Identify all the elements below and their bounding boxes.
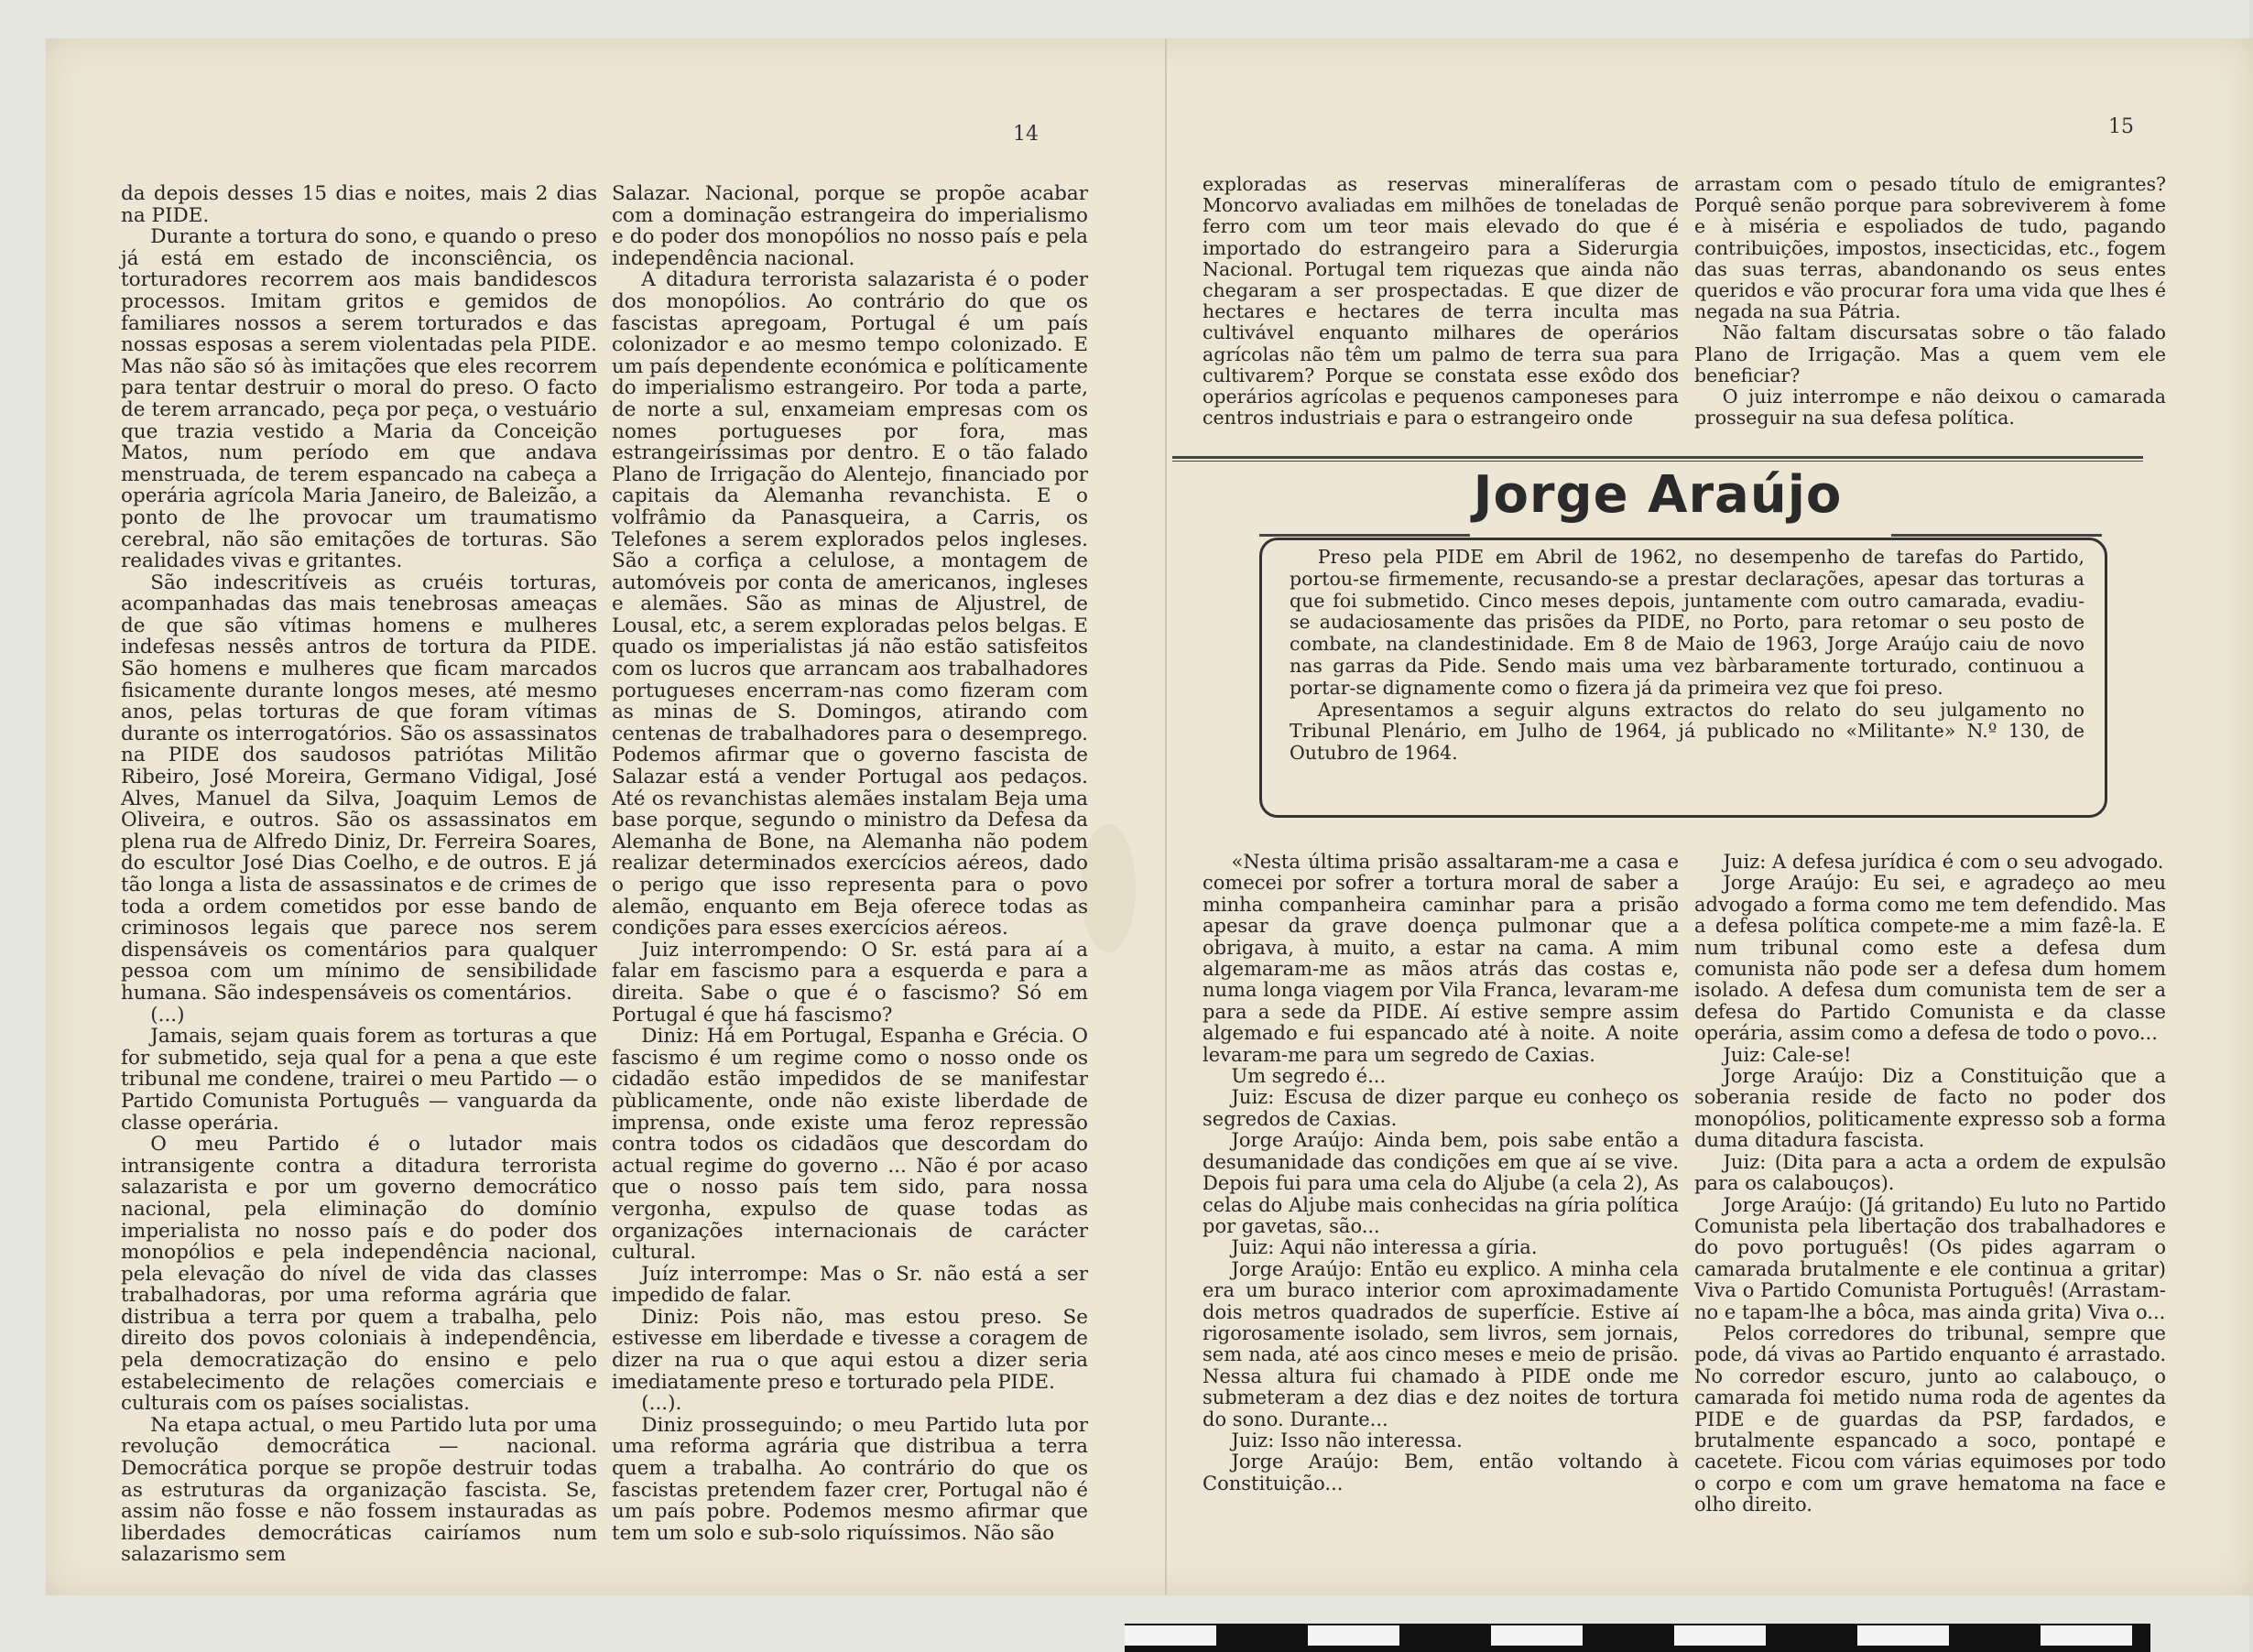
left-page-column-1 [121, 182, 597, 1567]
paragraph: Juiz: A defesa jurídica é com o seu advogado. [1723, 851, 2164, 873]
right-page-top-column-2 [1694, 174, 2166, 440]
paragraph: Diniz: Há em Portugal, Espanha e Grécia. O fascismo é um regime como o nosso onde os cidadão estão impedidos de se manifestar pùblicamente, onde não existe liberdade de imprensa, onde existe uma feroz repressão contra todos os cidadãos que descordam do actual regime do governo ... Não é por acaso que o nosso país tem sido, para nossa vergonha, expulso de quase todas as organizações internacionais de carácter cultural. [612, 1025, 1088, 1265]
paragraph: Jorge Araújo: Diz a Constituição que a soberania reside de facto no poder dos monopólios, politicamente expresso sob a forma duma ditadura fascista. [1694, 1065, 2166, 1152]
paragraph: Jorge Araújo: Ainda bem, pois sabe então a desumanidade das condições em que aí se vive. Depois fui para uma cela do Aljube (a cela 2), As celas do Aljube mais conhecidas na gíria política por gavetas, são... [1203, 1129, 1679, 1237]
paragraph: Pelos corredores do tribunal, sempre que pode, dá vivas ao Partido enquanto é arrastado. No corredor escuro, junto ao calabouço, o camarada foi metido numa roda de agentes da PIDE e de guardas da PSP, fardados, e brutalmente espancado a soco, pontapé e cacetete. Ficou com várias equimoses por todo o corpo e com um grave hematoma na face e olho direito. [1694, 1321, 2166, 1516]
right-page-bottom-column-1 [1203, 852, 1679, 1566]
right-page-bottom-column-2 [1694, 852, 2166, 1566]
left-page-column-2 [612, 182, 1088, 1545]
article-title: Jorge Araújo [1473, 465, 1843, 525]
paragraph: A ditadura terrorista salazarista é o poder dos monopólios. Ao contrário do que os fascistas apregoam, Portugal é um país colonizador e ao mesmo tempo colonizado. E um país dependente económica e políticamente do imperialismo estrangeiro. Por toda a parte, de norte a sul, enxameiam empresas com os nomes portugueses por fora, mas estrangeiríssimas por dentro. E o tão falado Plano de Irrigação do Alentejo, financiado por capitais da Alemanha revanchista. E o volfrâmio da Panasqueira, a Carris, os Telefones a serem explorados pelos ingleses. São a corfiça a celulose, a montagem de automóveis por conta de americanos, ingleses e alemães. São as minas de Aljustrel, de Lousal, etc, a serem exploradas pelos belgas. E quado os imperialistas já não estão satisfeitos com os lucros que arrancam aos trabalhadores portugueses encerram-nas como fizeram com as minas de S. Domingos, atirando com centenas de trabalhadores para o desemprego. Podemos afirmar que o governo fascista de Salazar está a vender Portugal aos pedaços. Até os revanchistas alemães instalam Beja uma base porque, segundo o ministro da Defesa da Alemanha de Bone, na Alemanha não podem realizar determinados exercícios aéreos, dado o perigo que isso representa para o povo alemão, enquanto em Beja oferece todas as condições para esses exercícios aéreos. [612, 268, 1088, 940]
paragraph: da depois desses 15 dias e noites, mais 2 dias na PIDE. [121, 182, 597, 227]
paragraph: Juiz: (Dita para a acta a ordem de expulsão para os calabouços). [1694, 1150, 2166, 1195]
paragraph: Durante a tortura do sono, e quando o preso já está em estado de inconsciência, os torturadores recorrem aos mais bandidescos processos. Imitam gritos e gemidos de familiares nossos a serem torturados e das nossas esposas a serem violentadas pela PIDE. Mas não são só às imitações que eles recorrem para tentar destruir o moral do preso. O facto de terem arrancado, peça por peça, o vestuário que trazia vestido a Maria da Conceição Matos, num período em que andava menstruada, de terem espancado na cabeça a operária agrícola Maria Janeiro, de Baleizão, a ponto de lhe provocar um traumatismo cerebral, não são emitações de torturas. São realidades vivas e gritantes. [121, 225, 597, 573]
paragraph: Juiz: Cale-se! [1723, 1043, 1852, 1066]
paragraph: Apresentamos a seguir alguns extractos do relato do seu julgamento no Tribunal Plenário, em Julho de 1964, já publicado no «Militante» N.º 130, de Outubro de 1964. [1290, 698, 2084, 765]
paragraph: (...) [150, 1003, 185, 1027]
intro-box-text [1290, 547, 2084, 765]
page-fold [1165, 38, 1167, 1595]
paragraph: Um segredo é... [1231, 1065, 1387, 1088]
ruler-segment [1857, 1625, 1949, 1646]
paragraph: (...). [641, 1392, 682, 1416]
paper-stain [1081, 824, 1136, 952]
paragraph: Diniz: Pois não, mas estou preso. Se estivesse em liberdade e tivesse a coragem de dizer na rua o que aqui estou a dizer seria imediatamente preso e torturado pela PIDE. [612, 1305, 1088, 1394]
paragraph: Juiz interrompendo: O Sr. está para aí a falar em fascismo para a esquerda e para a direita. Sabe o que é o fascismo? Só em Portugal é que há fascismo? [612, 938, 1088, 1027]
paragraph: «Nesta última prisão assaltaram-me a casa e comecei por sofrer a tortura moral de saber a minha companheira caminhar para a prisão apesar da grave doença pulmonar que a obrigava, à muito, a estar na cama. A mim algemaram-me as mãos atrás das costas e, numa longa viagem por Vila Franca, levaram-me para a sede da PIDE. Aí estive sempre assim algemado e fui espancado até à noite. A noite levaram-me para um segredo de Caxias. [1203, 851, 1679, 1066]
paragraph: Juíz interrompe: Mas o Sr. não está a ser impedido de falar. [612, 1262, 1088, 1308]
paragraph: São indescritíveis as cruéis torturas, acompanhadas das mais tenebrosas ameaças de que são vítimas homens e mulheres indefesas nessês antros de tortura da PIDE. São homens e mulheres que ficam marcados fisicamente durante longos meses, até mesmo anos, pelas torturas de que foram vítimas durante os interrogatórios. São os assassinatos na PIDE dos saudosos patriótas Militão Ribeiro, José Moreira, Germano Vidigal, José Alves, Manuel da Silva, Joaquim Lemos de Oliveira, e outros. São os assassinatos em plena rua de Alfredo Diniz, Dr. Ferreira Soares, do escultor José Dias Coelho, e de outros. E já tão longa a lista de assassinatos e de crimes de toda a ordem cometidos por esse bando de criminosos legais que parece nos serem dispensáveis os comentários para qualquer pessoa com um mínimo de sensibilidade humana. São indespensáveis os comentários. [121, 571, 597, 1005]
paragraph: Não faltam discursatas sobre o tão falado Plano de Irrigação. Mas a quem vem ele beneficiar? [1694, 321, 2166, 386]
section-divider [1172, 456, 2143, 462]
paragraph: Diniz prosseguindo; o meu Partido luta por uma reforma agrária que distribua a terra quem a trabalha. Ao contrário do que os fascistas pretendem fazer crer, Portugal não é um país pobre. Podemos mesmo afirmar que tem um solo e sub-solo riquíssimos. Não são [612, 1413, 1088, 1545]
ruler-segment [2041, 1625, 2132, 1646]
paragraph: exploradas as reservas mineralíferas de Moncorvo avaliadas em milhões de toneladas de ferro com um teor mais elevado do que é importado do estrangeiro para a Siderurgia Nacional. Portugal tem riquezas que ainda não chegaram a ser prospectadas. E que dizer de hectares e hectares de terra inculta mas cultivável enquanto milhares de operários agrícolas não têm um palmo de terra sua para cultivarem? Porque se constata esse exôdo dos operários agrícolas e pequenos camponeses para centros industriais e para o estrangeiro onde [1203, 173, 1679, 429]
paragraph: Preso pela PIDE em Abril de 1962, no desempenho de tarefas do Partido, portou-se firmemente, recusando-se a prestar declarações, apesar das torturas a que foi submetido. Cinco meses depois, juntamente com outro camarada, evadiu-se audaciosamente das prisões da PIDE, no Porto, para retomar o seu posto de combate, na clandestinidade. Em 8 de Maio de 1963, Jorge Araújo caiu de novo nas garras da Pide. Sendo mais uma vez bàrbaramente torturado, continuou a portar-se dignamente como o fizera já da primeira vez que foi preso. [1290, 546, 2084, 699]
paragraph: Jorge Araújo: Então eu explico. A minha cela era um buraco interior com aproximadamente dois metros quadrados de superfície. Estive aí rigorosamente isolado, sem livros, sem jornais, sem nada, até aos cinco meses e meio de prisão. Nessa altura fui chamado à PIDE onde me submeteram a dez dias e dez noites de tortura do sono. Durante... [1203, 1257, 1679, 1430]
title-rule-right [1891, 534, 2102, 537]
scan-ruler [1125, 1624, 2150, 1652]
paragraph: Juiz: Escusa de dizer parque eu conheço os segredos de Caxias. [1203, 1086, 1679, 1130]
paragraph: O meu Partido é o lutador mais intransigente contra a ditadura terrorista salazarista e por um governo democrático nacional, pela eliminação do domínio imperialista no nosso país e do poder dos monopólios e pela independência nacional, pela elevação do nível de vida das classes trabalhadoras, por uma reforma agrária que distribua a terra por quem a trabalha, pelo direito dos povos coloniais à independência, pela democratização do ensino e pelo estabelecimento de relações comerciais e culturais com os países socialistas. [121, 1133, 597, 1416]
ruler-segment [1491, 1625, 1583, 1646]
paragraph: O juiz interrompe e não deixou o camarada prosseguir na sua defesa política. [1694, 386, 2166, 429]
paragraph: Jamais, sejam quais forem as torturas a que for submetido, seja qual for a pena a que este tribunal me condene, trairei o meu Partido — o Partido Comunista Português — vanguarda da classe operária. [121, 1025, 597, 1135]
paragraph: arrastam com o pesado título de emigrantes? Porquê senão porque para sobreviverem à fome e à miséria e espoliados de tudo, pagando contribuições, impostos, insecticidas, etc., fogem das suas terras, abandonando os seus entes queridos e vão procurar fora uma vida que lhes é negada na sua Pátria. [1694, 173, 2166, 323]
title-rule-left [1259, 534, 1470, 537]
page-number-left: 14 [1013, 123, 1039, 146]
paragraph: Na etapa actual, o meu Partido luta por uma revolução democrática — nacional. Democrática porque se propõe destruir todas as estruturas da organização fascista. Se, assim não fosse e não fossem instauradas as liberdades democráticas cairíamos num salazarismo sem [121, 1413, 597, 1567]
page-number-right: 15 [2108, 115, 2134, 138]
ruler-segment [1674, 1625, 1766, 1646]
right-page-top-column-1 [1203, 174, 1679, 440]
paragraph: Juiz: Aqui não interessa a gíria. [1231, 1236, 1538, 1259]
paragraph: Salazar. Nacional, porque se propõe acabar com a dominação estrangeira do imperialismo e do poder dos monopólios no nosso país e pela independência nacional. [612, 182, 1088, 270]
paragraph: Jorge Araújo: Eu sei, e agradeço ao meu advogado a forma como me tem defendido. Mas a defesa política compete-me a mim fazê-la. E num tribunal como este a defesa dum comunista não pode ser a defesa dum homem isolado. A defesa dum comunista tem de ser a defesa do Partido Comunista e da classe operária, assim como a defesa de todo o povo... [1694, 872, 2166, 1045]
ruler-segment [1125, 1625, 1216, 1646]
ruler-segment [1308, 1625, 1399, 1646]
paragraph: Jorge Araújo: Bem, então voltando à Constituição... [1203, 1451, 1679, 1494]
paragraph: Jorge Araújo: (Já gritando) Eu luto no Partido Comunista pela libertação dos trabalhadores e do povo português! (Os pides agarram o camarada brutalmente e ele continua a gritar) Viva o Partido Comunista Português! (Arrastam-no e tapam-lhe a bôca, mas ainda grita) Viva o... [1694, 1193, 2166, 1323]
paragraph: Juiz: Isso não interessa. [1231, 1429, 1463, 1451]
